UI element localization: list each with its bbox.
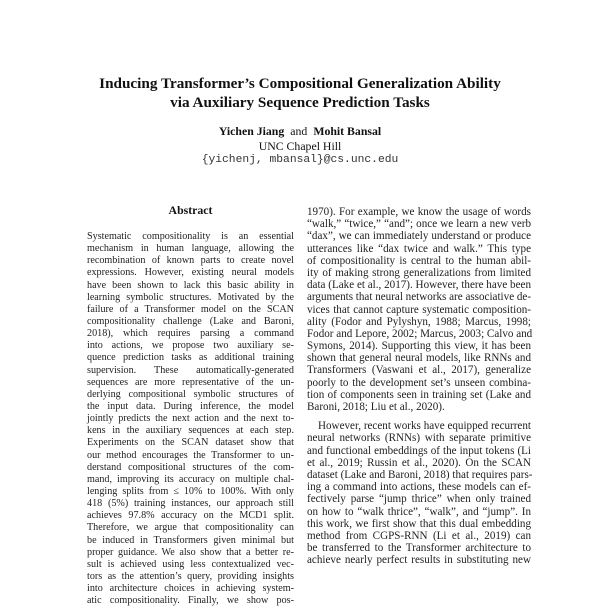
abstract-line: derlying compositional symbolic structures of xyxy=(87,388,294,400)
body-line: “dax”, we can immediately understand or produce xyxy=(307,230,531,243)
author-1: Yichen Jiang xyxy=(218,124,285,138)
body-line: utterances like “dax twice and walk.” This type xyxy=(307,242,531,255)
abstract-line: derstand compositional structures of the com- xyxy=(87,461,294,473)
body-line: vices that cannot capture systematic composition- xyxy=(307,303,531,316)
body-line: of compositionality is central to the human abil- xyxy=(307,254,531,267)
author-block xyxy=(0,124,600,168)
abstract-line: failure of a Transformer model on the SCAN xyxy=(87,303,294,315)
body-line: “walk,” “twice,” “and”; once we learn a new verb xyxy=(307,218,531,231)
abstract-line: 2018), which requires parsing a command xyxy=(87,328,294,340)
body-line: on how to “walk thrice”, “walk”, and “jump”. In xyxy=(307,505,531,518)
abstract-line: 418 (5%) training instances, our approach still xyxy=(87,498,294,510)
paper-title xyxy=(0,74,600,112)
body-line: ality (Fodor and Pylyshyn, 1988; Marcus, 1998; xyxy=(307,315,531,328)
title-line-2: via Auxiliary Sequence Prediction Tasks xyxy=(170,94,430,111)
body-line: poorly to the development set’s unseen combina- xyxy=(307,376,531,389)
body-line: Transformers (Vaswani et al., 2017), generalize xyxy=(307,364,531,377)
body-line: this work, we first show that this dual embedding xyxy=(307,517,531,530)
abstract-line: atic compositionality. Finally, we show pos- xyxy=(87,595,294,607)
abstract-line: achieves 97.8% accuracy on the MCD1 split. xyxy=(87,510,294,522)
body-line: neural networks (RNNs) with separate primitive xyxy=(307,432,531,445)
abstract-line: learning symbolic structures. Motivated by the xyxy=(87,291,294,303)
intro-body xyxy=(307,206,531,566)
author-separator: and xyxy=(290,124,308,138)
abstract-line: tors as the attention’s query, providing insights xyxy=(87,570,294,582)
body-line: However, recent works have equipped recurrent xyxy=(318,420,531,433)
body-line: and functional embeddings of the input tokens (Li xyxy=(307,444,531,457)
abstract-line: kens in the auxiliary sequences at each step. xyxy=(87,425,294,437)
body-line: Baroni, 2018; Liu et al., 2020). xyxy=(307,401,445,413)
abstract-line: supervision. These automatically-generated xyxy=(87,364,294,376)
author-names xyxy=(0,124,600,139)
abstract-line: Systematic compositionality is an essential xyxy=(87,231,294,242)
abstract-line: Therefore, we argue that compositionality can xyxy=(87,522,294,534)
abstract-line: lenging splits from ≤ 10% to 100%. With only xyxy=(87,485,294,497)
body-line: et al., 2019; Russin et al., 2020). On the SCAN xyxy=(307,456,531,469)
body-line: dataset (Lake and Baroni, 2018) that requires pars- xyxy=(307,468,533,481)
abstract-line: recombination of known parts to create novel xyxy=(87,255,294,267)
author-email: {yichenj, mbansal}@cs.unc.edu xyxy=(201,154,399,166)
abstract-body xyxy=(87,231,294,607)
body-line: fectively parse “jump thrice” when only trained xyxy=(307,493,531,506)
body-line: Fodor and Lepore, 2002; Marcus, 2003; Calvo and xyxy=(307,327,533,340)
abstract-line: jointly predicts the next action and the next to- xyxy=(87,413,294,425)
abstract-line: expressions. However, existing neural models xyxy=(87,267,294,279)
abstract-line: have been shown to lack this basic ability in xyxy=(87,279,294,291)
abstract-line: sult is achieved using less contextualized vec- xyxy=(87,558,294,570)
abstract-line: proper guidance. We also show that a better re- xyxy=(87,546,294,558)
abstract-line: compositionality challenge (Lake and Baroni, xyxy=(87,315,294,327)
abstract-line: mechanism in human language, allowing the xyxy=(87,243,294,255)
abstract-line: be induced in Transformers given minimal but xyxy=(87,534,294,546)
body-line: data (Lake et al., 2017). However, there have been xyxy=(307,279,531,292)
body-line: ity of making strong generalizations from limited xyxy=(307,266,531,279)
abstract-line: the input data. During inference, the model xyxy=(87,400,294,412)
title-line-1: Inducing Transformer’s Compositional Generalization Ability xyxy=(99,75,501,92)
abstract-line: sequences are more representative of the un- xyxy=(87,376,294,388)
abstract-line: quence prediction tasks as additional training xyxy=(87,352,294,364)
body-line: method from CGPS-RNN (Li et al., 2019) can xyxy=(307,529,531,542)
abstract-line: into actions, we propose two auxiliary se- xyxy=(87,340,294,352)
abstract-heading: Abstract xyxy=(168,203,213,217)
body-line: achieve nearly perfect results in substituting new xyxy=(307,554,531,567)
body-line: be transferred to the Transformer architecture to xyxy=(307,542,531,555)
abstract-line: Experiments on the SCAN dataset show that xyxy=(87,437,294,449)
body-line: 1970). For example, we know the usage of words xyxy=(307,206,531,218)
body-line: arguments that neural networks are associative de- xyxy=(307,291,532,304)
abstract-line: into architecture choices in achieving system- xyxy=(87,583,294,595)
abstract-line: our method encourages the Transformer to un- xyxy=(87,449,294,461)
body-line: Symons, 2014). Supporting this view, it has been xyxy=(307,340,531,353)
body-line: tion of components seen in training set (Lake and xyxy=(307,388,531,401)
affiliation: UNC Chapel Hill xyxy=(258,138,342,153)
paragraph-gap xyxy=(307,413,531,420)
body-line: shown that general neural models, like RNNs and xyxy=(307,352,531,365)
author-2: Mohit Bansal xyxy=(313,124,382,138)
abstract-line: mand, improving its accuracy on multiple chal- xyxy=(87,473,294,485)
body-line: ing a command into actions, these models can ef- xyxy=(307,481,531,494)
